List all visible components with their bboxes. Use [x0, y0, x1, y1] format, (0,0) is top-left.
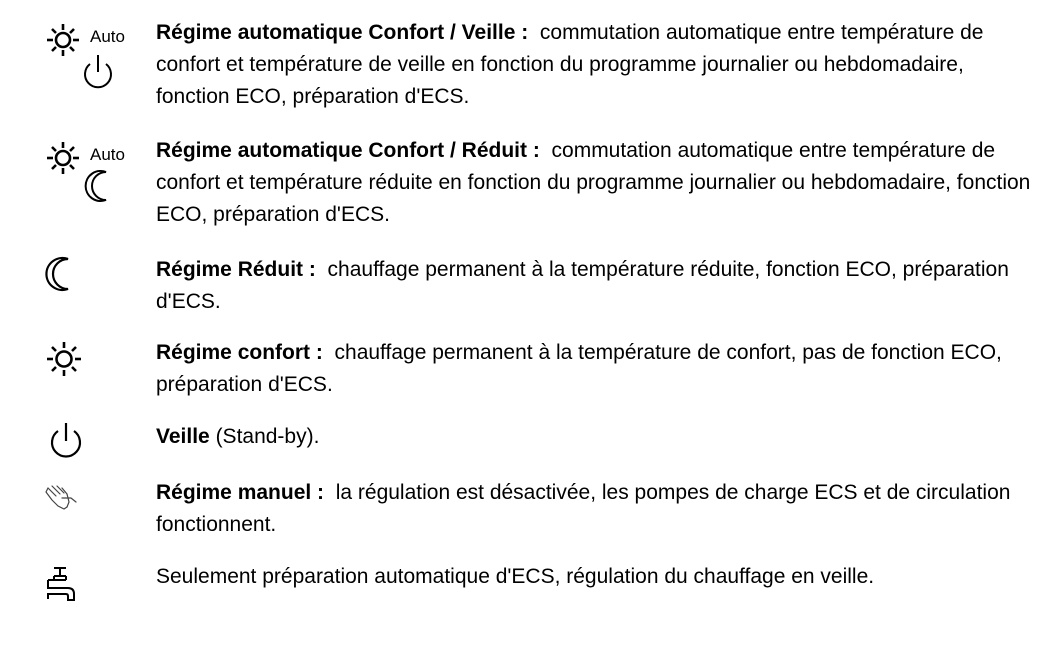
mode-description: chauffage permanent à la température réduite, fonction ECO, préparation d'ECS.	[156, 258, 1009, 313]
mode-text	[156, 254, 1036, 318]
mode-title: Veille	[156, 425, 210, 448]
sun-auto-standby-icon	[40, 22, 150, 112]
tap-icon	[40, 566, 150, 656]
mode-text	[156, 477, 1036, 541]
mode-description: la régulation est désactivée, les pompes de charge ECS et de circulation fonctionnent.	[156, 481, 1011, 536]
mode-text	[156, 337, 1036, 401]
mode-title: Régime confort :	[156, 341, 323, 364]
mode-description: chauffage permanent à la température de confort, pas de fonction ECO, préparation d'ECS.	[156, 341, 1002, 396]
sun-icon	[40, 339, 150, 429]
mode-text	[156, 17, 1036, 113]
hand-icon	[40, 482, 150, 572]
mode-text	[156, 135, 1036, 231]
auto-label: Auto	[90, 27, 125, 46]
mode-title: Régime Réduit :	[156, 258, 316, 281]
mode-text	[156, 421, 1036, 453]
mode-title: Régime automatique Confort / Réduit :	[156, 139, 540, 162]
mode-description: (Stand-by).	[215, 425, 320, 448]
mode-description: commutation automatique entre température de confort et température réduite en fonction du programme journalier ou hebdomadaire, fonction ECO, préparation d'ECS.	[156, 139, 1031, 226]
mode-description: commutation automatique entre température de confort et température de veille en fonction du programme journalier ou hebdomadaire, fonction ECO, préparation d'ECS.	[156, 21, 984, 108]
auto-label: Auto	[90, 145, 125, 164]
sun-auto-moon-icon	[40, 140, 150, 230]
mode-description: Seulement préparation automatique d'ECS, régulation du chauffage en veille.	[156, 565, 875, 588]
mode-title: Régime automatique Confort / Veille :	[156, 21, 529, 44]
mode-title: Régime manuel :	[156, 481, 325, 504]
moon-icon	[40, 255, 150, 345]
mode-text	[156, 561, 1036, 593]
